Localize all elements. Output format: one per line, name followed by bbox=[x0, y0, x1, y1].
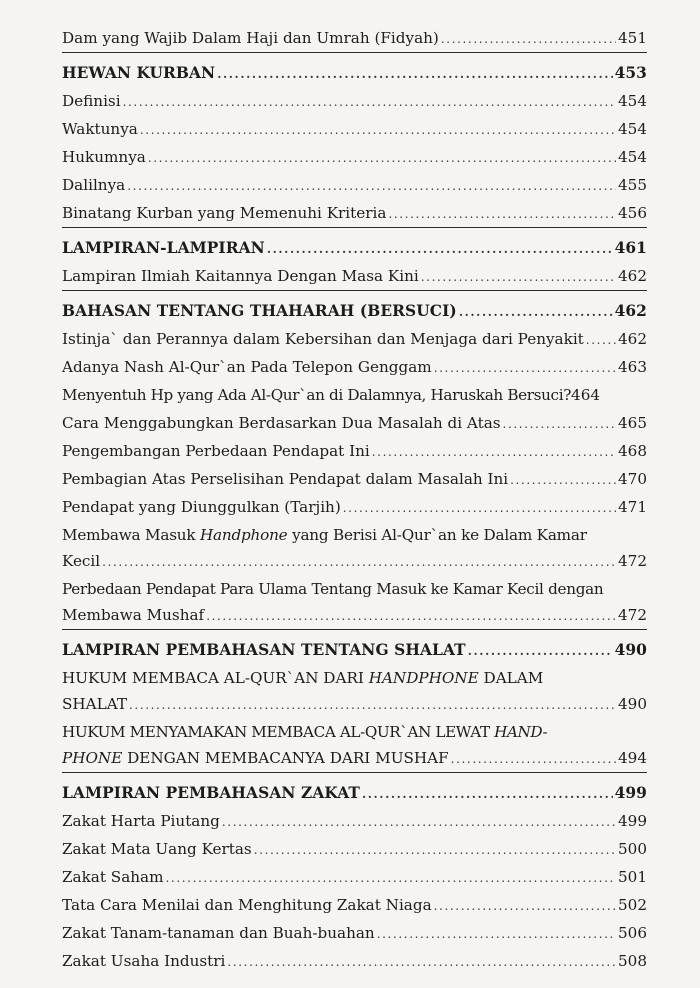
dot-leader bbox=[388, 204, 616, 224]
toc-entry-page: 455 bbox=[618, 176, 647, 194]
toc-entry-dam-fidyah[interactable] bbox=[62, 24, 647, 52]
title-italic: PHONE bbox=[62, 749, 123, 767]
dot-leader bbox=[362, 784, 613, 804]
dot-leader bbox=[421, 267, 616, 287]
toc-entry-page: 506 bbox=[618, 924, 647, 942]
dot-leader bbox=[434, 896, 616, 916]
toc-entry-line bbox=[62, 521, 647, 547]
dot-leader bbox=[222, 812, 616, 832]
toc-heading-title: LAMPIRAN-LAMPIRAN bbox=[62, 239, 265, 257]
toc-entry-page: 465 bbox=[618, 414, 647, 432]
toc-entry-line bbox=[62, 601, 647, 629]
toc-entry-zakat-piutang[interactable] bbox=[62, 807, 647, 835]
toc-entry-page: 462 bbox=[618, 267, 647, 285]
table-of-contents bbox=[62, 24, 647, 975]
toc-entry-title: Zakat Usaha Industri bbox=[62, 952, 226, 970]
toc-entry-line bbox=[62, 690, 647, 718]
toc-entry-page: 499 bbox=[618, 812, 647, 830]
toc-entry-title: Definisi bbox=[62, 92, 121, 110]
toc-entry-title: Adanya Nash Al-Qur`an Pada Telepon Genggam bbox=[62, 358, 432, 376]
dot-leader bbox=[503, 414, 616, 434]
dot-leader bbox=[127, 176, 616, 196]
toc-heading-title: LAMPIRAN PEMBAHASAN ZAKAT bbox=[62, 784, 360, 802]
title-text: DENGAN MEMBACANYA DARI MUSHAF bbox=[122, 749, 449, 767]
dot-leader bbox=[267, 239, 613, 259]
toc-entry-membaca-handphone[interactable] bbox=[62, 664, 647, 718]
dot-leader bbox=[166, 868, 617, 888]
toc-entry-title: Kecil bbox=[62, 552, 101, 570]
toc-entry-title: Zakat Mata Uang Kertas bbox=[62, 840, 252, 858]
toc-entry-hukumnya[interactable] bbox=[62, 143, 647, 171]
toc-entry-page: 463 bbox=[618, 358, 647, 376]
toc-entry-definisi[interactable] bbox=[62, 87, 647, 115]
dot-leader bbox=[451, 749, 616, 769]
toc-entry-membawa-handphone[interactable] bbox=[62, 521, 647, 575]
dot-leader bbox=[372, 442, 616, 462]
toc-entry-pengembangan[interactable] bbox=[62, 437, 647, 465]
toc-entry-perbedaan-pendapat[interactable] bbox=[62, 575, 647, 629]
title-text: yang Berisi Al-Qur`an ke Dalam Kamar bbox=[287, 526, 587, 544]
toc-entry-line bbox=[62, 547, 647, 575]
toc-entry-title: Pembagian Atas Perselisihan Pendapat dalam Masalah Ini bbox=[62, 470, 509, 488]
toc-entry-page: 454 bbox=[618, 92, 647, 110]
toc-entry-zakat-uang-kertas[interactable] bbox=[62, 835, 647, 863]
toc-entry-zakat-niaga[interactable] bbox=[62, 891, 647, 919]
toc-entry-page: 502 bbox=[618, 896, 647, 914]
toc-entry-page: 456 bbox=[618, 204, 647, 222]
toc-entry-lampiran-ilmiah[interactable] bbox=[62, 262, 647, 290]
title-italic: HAND- bbox=[494, 723, 548, 741]
dot-leader bbox=[510, 470, 616, 490]
toc-entry-title bbox=[62, 668, 543, 688]
dot-leader bbox=[441, 29, 616, 49]
toc-entry-istinja[interactable] bbox=[62, 325, 647, 353]
dot-leader bbox=[129, 695, 616, 715]
toc-heading-lampiran[interactable] bbox=[62, 227, 647, 262]
toc-entry-page: 472 bbox=[618, 606, 647, 624]
toc-heading-zakat[interactable] bbox=[62, 772, 647, 807]
toc-entry-title: Menyentuh Hp yang Ada Al-Qur`an di Dalamnya, Haruskah Bersuci? bbox=[62, 386, 572, 404]
toc-entry-page: 451 bbox=[618, 29, 647, 47]
toc-entry-title: Dam yang Wajib Dalam Haji dan Umrah (Fidyah) bbox=[62, 29, 439, 47]
toc-entry-page: 472 bbox=[618, 552, 647, 570]
toc-heading-title: BAHASAN TENTANG THAHARAH (BERSUCI) bbox=[62, 302, 457, 320]
dot-leader bbox=[343, 498, 616, 518]
dot-leader bbox=[206, 606, 616, 626]
toc-entry-page: 454 bbox=[618, 120, 647, 138]
dot-leader bbox=[434, 358, 616, 378]
toc-heading-title: HEWAN KURBAN bbox=[62, 64, 216, 82]
dot-leader bbox=[148, 148, 616, 168]
toc-entry-dalilnya[interactable] bbox=[62, 171, 647, 199]
toc-entry-title: Hukumnya bbox=[62, 148, 146, 166]
toc-entry-title: Perbedaan Pendapat Para Ulama Tentang Masuk ke Kamar Kecil dengan bbox=[62, 580, 604, 598]
dot-leader bbox=[586, 330, 616, 350]
toc-entry-line bbox=[62, 718, 647, 744]
toc-heading-shalat[interactable] bbox=[62, 629, 647, 664]
toc-entry-title: Istinja` dan Perannya dalam Kebersihan dan Menjaga dari Penyakit bbox=[62, 330, 584, 348]
title-text: DALAM bbox=[478, 669, 544, 687]
toc-entry-page: 499 bbox=[614, 784, 647, 802]
toc-entry-page: 468 bbox=[618, 442, 647, 460]
dot-leader bbox=[459, 302, 613, 322]
toc-entry-page: 462 bbox=[618, 330, 647, 348]
toc-entry-binatang-kurban[interactable] bbox=[62, 199, 647, 227]
title-italic: Handphone bbox=[200, 526, 288, 544]
toc-entry-title: Membawa Mushaf bbox=[62, 606, 205, 624]
toc-entry-page: 508 bbox=[618, 952, 647, 970]
toc-entry-title bbox=[62, 748, 449, 768]
toc-entry-line bbox=[62, 744, 647, 772]
toc-entry-line bbox=[62, 664, 647, 690]
toc-entry-title: Cara Menggabungkan Berdasarkan Dua Masalah di Atas bbox=[62, 414, 501, 432]
toc-entry-page: 471 bbox=[618, 498, 647, 516]
toc-entry-line bbox=[62, 575, 647, 601]
toc-entry-page: 490 bbox=[614, 641, 647, 659]
dot-leader bbox=[227, 952, 616, 972]
toc-entry-title: Pendapat yang Diunggulkan (Tarjih) bbox=[62, 498, 341, 516]
toc-entry-title: Lampiran Ilmiah Kaitannya Dengan Masa Kini bbox=[62, 267, 419, 285]
toc-entry-title: Zakat Saham bbox=[62, 868, 164, 886]
toc-entry-title bbox=[62, 722, 547, 742]
title-text: HUKUM MEMBACA AL-QUR`AN DARI bbox=[62, 669, 369, 687]
toc-entry-tarjih[interactable] bbox=[62, 493, 647, 521]
dot-leader bbox=[468, 641, 613, 661]
toc-entry-title: Zakat Harta Piutang bbox=[62, 812, 220, 830]
dot-leader bbox=[123, 92, 616, 112]
toc-entry-title: Pengembangan Perbedaan Pendapat Ini bbox=[62, 442, 370, 460]
toc-entry-page: 490 bbox=[618, 695, 647, 713]
toc-entry-page: 470 bbox=[618, 470, 647, 488]
title-italic: HANDPHONE bbox=[368, 669, 479, 687]
toc-entry-menyamakan-membaca[interactable] bbox=[62, 718, 647, 772]
dot-leader bbox=[254, 840, 616, 860]
toc-entry-title: Binatang Kurban yang Memenuhi Kriteria bbox=[62, 204, 387, 222]
title-text: HUKUM MENYAMAKAN MEMBACA AL-QUR`AN LEWAT bbox=[62, 723, 495, 741]
dot-leader bbox=[140, 120, 616, 140]
toc-entry-title: Zakat Tanam-tanaman dan Buah-buahan bbox=[62, 924, 375, 942]
toc-entry-menyentuh-hp[interactable] bbox=[62, 381, 647, 409]
toc-entry-title bbox=[62, 525, 587, 545]
toc-entry-page: 500 bbox=[618, 840, 647, 858]
toc-entry-page: 454 bbox=[618, 148, 647, 166]
dot-leader bbox=[217, 64, 612, 84]
toc-heading-title: LAMPIRAN PEMBAHASAN TENTANG SHALAT bbox=[62, 641, 466, 659]
toc-entry-page: 494 bbox=[618, 749, 647, 767]
toc-entry-cara-menggabungkan[interactable] bbox=[62, 409, 647, 437]
toc-entry-pembagian[interactable] bbox=[62, 465, 647, 493]
toc-entry-title: Dalilnya bbox=[62, 176, 126, 194]
title-text: Membawa Masuk bbox=[62, 526, 201, 544]
toc-entry-title: SHALAT bbox=[62, 695, 127, 713]
toc-entry-zakat-industri[interactable] bbox=[62, 947, 647, 975]
toc-entry-page: 501 bbox=[618, 868, 647, 886]
toc-entry-zakat-tanaman[interactable] bbox=[62, 919, 647, 947]
toc-entry-waktunya[interactable] bbox=[62, 115, 647, 143]
toc-entry-page: 462 bbox=[614, 302, 647, 320]
toc-entry-zakat-saham[interactable] bbox=[62, 863, 647, 891]
toc-entry-nash-telepon[interactable] bbox=[62, 353, 647, 381]
dot-leader bbox=[377, 924, 616, 944]
toc-entry-page: 453 bbox=[614, 64, 647, 82]
dot-leader bbox=[102, 552, 616, 572]
toc-entry-page: 461 bbox=[614, 239, 647, 257]
toc-entry-page: 464 bbox=[571, 386, 601, 404]
toc-entry-title: Tata Cara Menilai dan Menghitung Zakat Niaga bbox=[62, 896, 432, 914]
toc-heading-hewan-kurban[interactable] bbox=[62, 52, 647, 87]
toc-heading-thaharah[interactable] bbox=[62, 290, 647, 325]
toc-entry-title: Waktunya bbox=[62, 120, 138, 138]
